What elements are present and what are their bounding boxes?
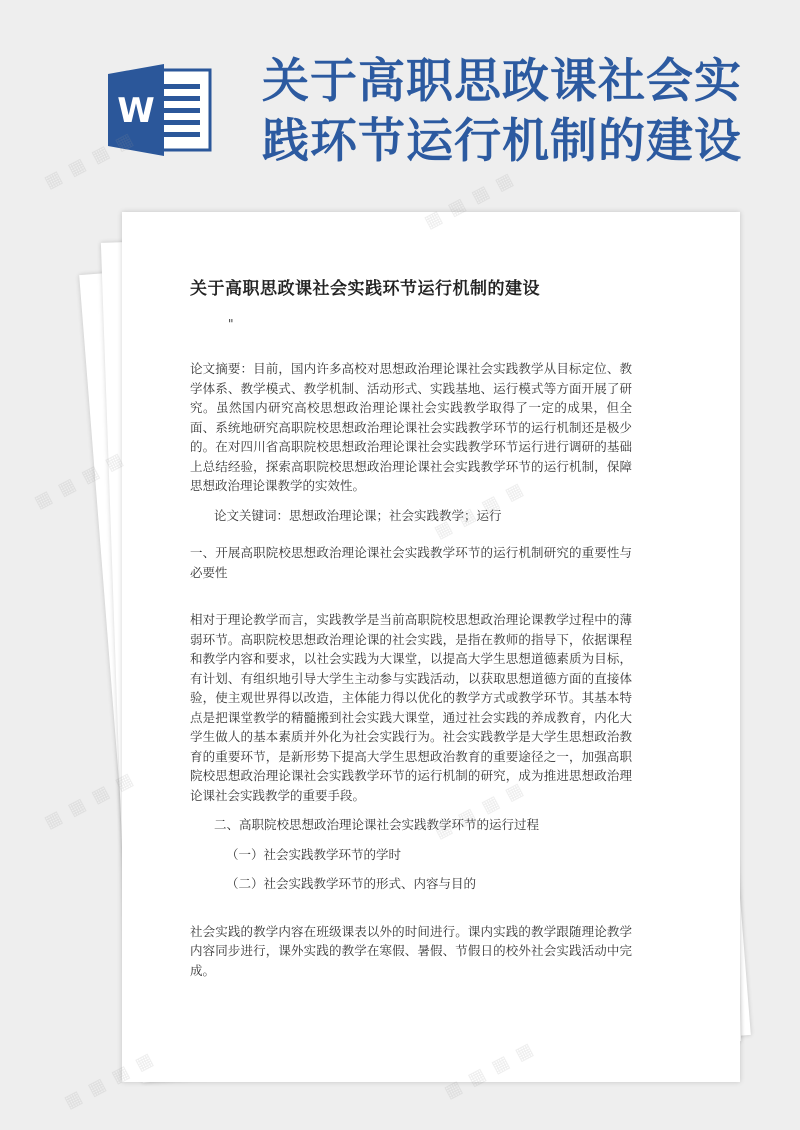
section2-sub1: （一）社会实践教学环节的学时 <box>226 846 402 862</box>
document-page <box>122 212 740 1082</box>
section2-sub2: （二）社会实践教学环节的形式、内容与目的 <box>226 876 477 891</box>
document-title: 关于高职思政课社会实践环节运行机制的建设 <box>190 279 540 299</box>
quote-mark: " <box>228 317 234 331</box>
abstract-paragraph: 论文摘要：目前，国内许多高校对思想政治理论课社会实践教学从目标定位、教学体系、教学模式、教学机制、活动形式、实践基地、运行模式等方面开展了研究。虽然国内研究高校思想政治理论课社会实践教学取得了一定的成果，但全面、系统地研究高职院校思想政治理论课社会实践教学环节的运行机制还是极少的。在对四川省高职院校思想政治理论课社会实践教学环节运行进行调研的基础上总结经验，探索高职院校思想政治理论课社会实践教学环节的运行机制，保障思想政治理论课教学的实效性。 <box>190 361 632 493</box>
banner-title <box>262 52 782 172</box>
section2-body: 社会实践的教学内容在班级课表以外的时间进行。课内实践的教学跟随理论教学内容同步进行，课外实践的教学在寒假、暑假、节假日的校外社会实践活动中完成。 <box>190 923 632 978</box>
banner-title-line1: 关于高职思政课社会实 <box>262 54 742 109</box>
watermark-pattern: ▦ ▦ ▦ ▦ <box>30 447 129 514</box>
word-document-icon <box>108 64 212 156</box>
section2-heading: 二、高职院校思想政治理论课社会实践教学环节的运行过程 <box>214 817 540 832</box>
watermark-pattern: ▦ ▦ ▦ ▦ <box>40 767 139 834</box>
section1-body: 相对于理论教学而言，实践教学是当前高职院校思想政治理论课教学过程中的薄弱环节。高职院校思想政治理论课的社会实践，是指在教师的指导下，依据课程和教学内容和要求，以社会实践为大课堂，以提高大学生思想道德素质为目标，有计划、有组织地引导大学生主动参与实践活动，以获取思想道德方面的直接体验，使主观世界得以改造，主体能力得以优化的教学方式或教学环节。其基本特点是把课堂教学的精髓搬到社会实践大课堂，通过社会实践的养成教育，内化大学生做人的基本素质并外化为社会实践行为。社会实践教学是大学生思想政治教育的重要环节，是新形势下提高大学生思想政治教育的重要途径之一，加强高职院校思想政治理论课社会实践教学环节的运行机制的研究，成为推进思想政治理论课社会实践教学的重要手段。 <box>190 612 632 803</box>
section1-heading: 一、开展高职院校思想政治理论课社会实践教学环节的运行机制研究的重要性与必要性 <box>190 545 632 580</box>
keywords-paragraph: 论文关键词：思想政治理论课；社会实践教学；运行 <box>214 507 502 523</box>
word-logo-letter: W <box>117 91 155 131</box>
watermark-pattern: ▦ ▦ ▦ ▦ <box>60 1047 159 1114</box>
document-body <box>190 274 632 980</box>
watermark-pattern: ▦ ▦ ▦ ▦ <box>40 127 139 194</box>
banner-title-line2: 践环节运行机制的建设 <box>262 114 742 169</box>
watermark-pattern: ▦ ▦ ▦ ▦ <box>420 167 519 234</box>
